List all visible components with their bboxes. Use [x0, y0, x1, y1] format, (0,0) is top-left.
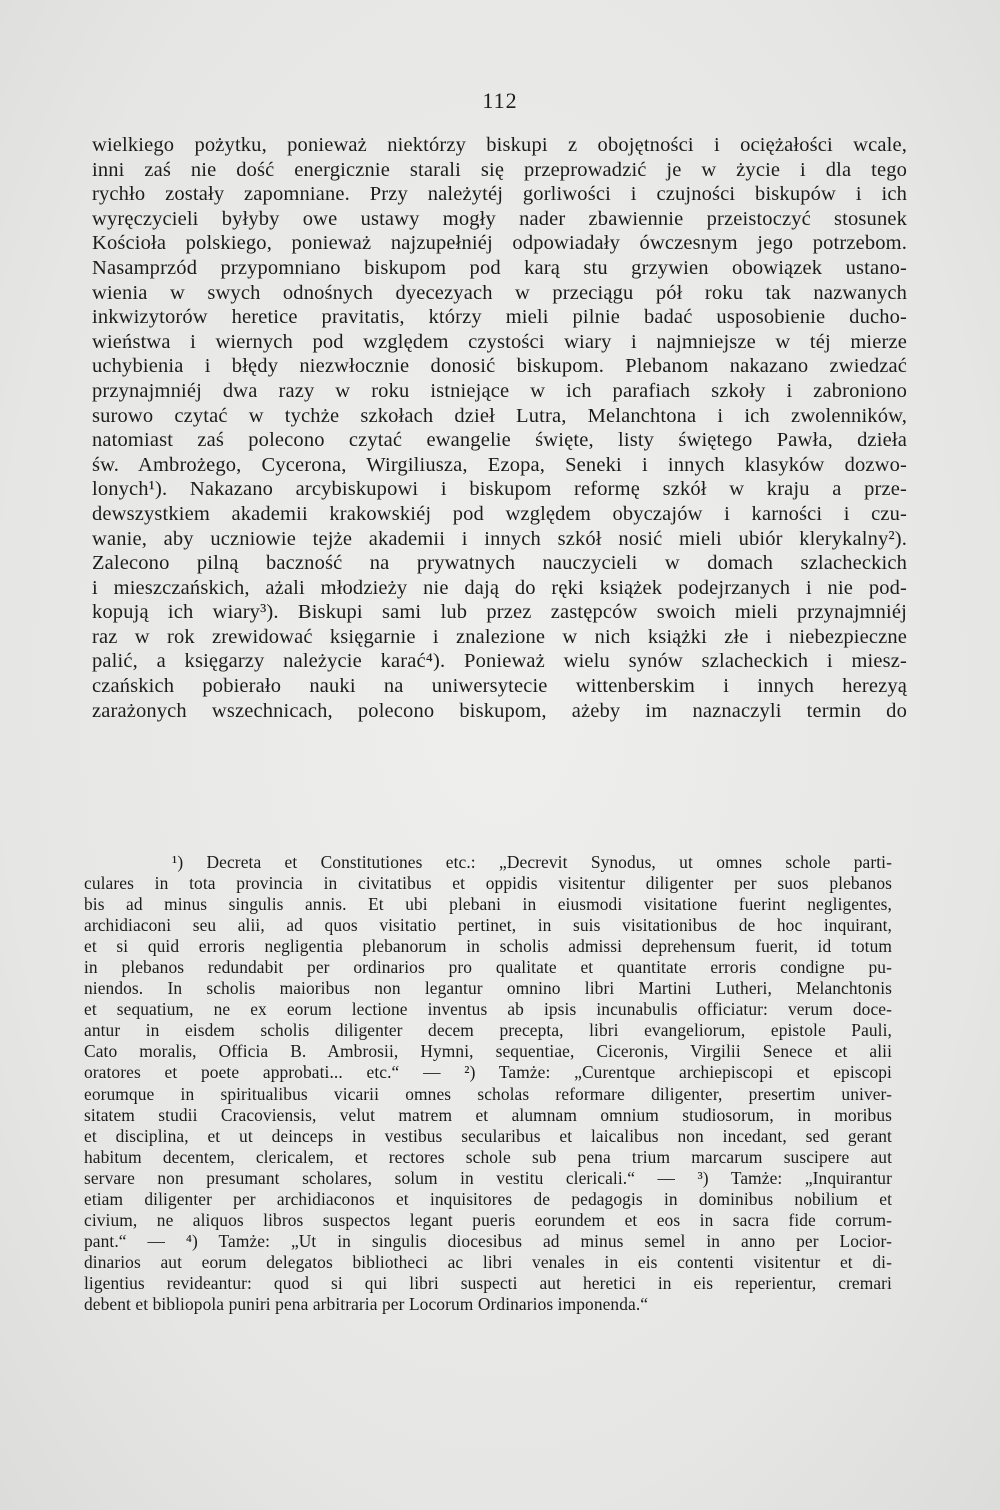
footnote-line: niendos. In scholis maioribus non legantur omnino libri Martini Lutheri, Melanchtonis: [84, 978, 892, 999]
footnote-line: et sequatium, ne ex eorum lectione inventus ab ipsis incunabulis officiatur: verum doce-: [84, 999, 892, 1020]
text-line: wanie, aby uczniowie tejże akademii i innych szkół nosić mieli ubiór klerykalny²).: [92, 527, 907, 550]
main-text-block: [92, 133, 907, 723]
text-line: rychło zostały zapomniane. Przy należytéj gorliwości i czujności biskupów i ich: [92, 183, 907, 206]
text-line: Kościoła polskiego, ponieważ najzupełniéj odpowiadały ówczesnym jego potrzebom.: [92, 232, 907, 255]
text-line: inkwizytorów heretice pravitatis, którzy mieli pilnie badać usposobienie ducho-: [92, 306, 907, 329]
text-line: raz w rok zrewidować księgarnie i znalezione w nich książki złe i niebezpieczne: [92, 625, 907, 648]
footnote-line: et disciplina, et ut deinceps in vestibus secularibus et laicalibus non incedant, sed gerant: [84, 1125, 892, 1146]
footnotes-block: [84, 852, 892, 1315]
footnote-line: in plebanos redundabit per ordinarios pro qualitate et quantitate erroris condigne pu-: [84, 957, 892, 978]
text-line: zarażonych wszechnicach, polecono biskupom, ażeby im naznaczyli termin do: [92, 699, 907, 722]
text-line: i mieszczańskich, ażali młodzieży nie dają do ręki książek podejrzanych i nie pod-: [92, 576, 907, 599]
text-line: palić, a księgarzy należycie karać⁴). Ponieważ wielu synów szlacheckich i miesz-: [92, 650, 907, 673]
footnote-line: archidiaconi seu alii, ad quos visitatio pertinet, in suis visitationibus de hoc inquirant,: [84, 915, 892, 936]
text-line: natomiast zaś polecono czytać ewangelie święte, listy świętego Pawła, dzieła: [92, 429, 907, 452]
text-line: wieństwa i wiernych pod względem czystości wiary i najmniejsze w téj mierze: [92, 330, 907, 353]
text-line: uchybienia i błędy niezwłocznie donosić biskupom. Plebanom nakazano zwiedzać: [92, 355, 907, 378]
text-line: dewszystkiem akademii krakowskiéj pod względem obyczajów i karności i czu-: [92, 502, 907, 525]
page-number: 112: [482, 88, 518, 113]
footnote-line: pant.“ — ⁴) Tamże: „Ut in singulis diocesibus ad minus semel in anno per Locior-: [84, 1230, 892, 1251]
text-line: czańskich pobierało nauki na uniwersytecie wittenberskim i innych herezyą: [92, 675, 907, 698]
text-line: wienia w swych odnośnych dyecezyach w przeciągu pół roku tak nazwanych: [92, 281, 907, 304]
footnote-line: debent et bibliopola puniri pena arbitraria per Locorum Ordinarios imponenda.“: [84, 1293, 649, 1314]
text-line: przynajmniéj dwa razy w roku istniejące w ich parafiach szkoły i zabroniono: [92, 379, 907, 402]
text-line: św. Ambrożego, Cycerona, Wirgiliusza, Ezopa, Seneki i innych klasyków dozwo-: [92, 453, 907, 476]
text-line: Nasamprzód przypomniano biskupom pod karą stu grzywien obowiązek ustano-: [92, 256, 907, 279]
footnote-line: etiam diligenter per archidiaconos et inquisitores de pedagogis in dominibus nobilium et: [84, 1188, 892, 1209]
footnote-line: ligentius revideantur: quod si qui libri suspecti aut heretici in eis reperientur, cremari: [84, 1272, 892, 1293]
footnote-line: habitum decentem, clericalem, et rectores schole sub pena trium marcarum suscipere aut: [84, 1146, 892, 1167]
footnote-line: civium, ne aliquos libros suspectos legant pueris eorundem et eos in sacra fide corrum-: [84, 1209, 892, 1230]
text-line: lonych¹). Nakazano arcybiskupowi i biskupom reformę szkół w kraju a prze-: [92, 478, 907, 501]
footnote-line: dinarios aut eorum delegatos bibliotheci ac libri venales in eis contenti visitentur et di-: [84, 1251, 892, 1272]
footnote-line: culares in tota provincia in civitatibus et oppidis visitentur diligenter per suos plebanos: [84, 873, 892, 894]
text-line: kopują ich wiary³). Biskupi sami lub przez zastępców swoich mieli przynajmniéj: [92, 601, 907, 624]
footnote-line: Cato moralis, Officia B. Ambrosii, Hymni, sequentiae, Ciceronis, Virgilii Senece et alii: [84, 1041, 892, 1062]
footnote-line: oratores et poete approbati... etc.“ — ²) Tamże: „Curentque archiepiscopi et episcopi: [84, 1062, 892, 1083]
footnote-line: sitatem studii Cracoviensis, velut matrem et alumnam omnium studiosorum, in moribus: [84, 1104, 892, 1125]
text-line: wyręczycieli byłyby owe ustawy mogły nader zbawiennie przeistoczyć stosunek: [92, 207, 907, 230]
text-line: wielkiego pożytku, ponieważ niektórzy biskupi z obojętności i ociężałości wcale,: [92, 134, 907, 156]
footnote-line: antur in eisdem scholis diligenter decem precepta, libri evangeliorum, epistole Pauli,: [84, 1020, 892, 1041]
footnote-line: eorumque in spiritualibus vicarii omnes scholas reformare diligenter, presertim univer-: [84, 1083, 892, 1104]
text-line: Zalecono pilną baczność na prywatnych nauczycieli w domach szlacheckich: [92, 552, 907, 575]
text-line: surowo czytać w tychże szkołach dzieł Lutra, Melanchtona i ich zwolenników,: [92, 404, 907, 427]
footnote-line: servare non presumant scholares, solum in vestitu clericali.“ — ³) Tamże: „Inquirantur: [84, 1167, 892, 1188]
footnote-line: et si quid erroris negligentia plebanorum in scholis admissi deprehensum fuerit, id totum: [84, 936, 892, 957]
text-line: inni zaś nie dość energicznie starali się przeprowadzić je w życie i dla tego: [92, 158, 907, 181]
footnote-line: ¹) Decreta et Constitutiones etc.: „Decrevit Synodus, ut omnes schole parti-: [172, 852, 892, 872]
footnote-line: bis ad minus singulis annis. Et ubi plebani in eiusmodi visitatione fuerint negligentes,: [84, 894, 892, 915]
